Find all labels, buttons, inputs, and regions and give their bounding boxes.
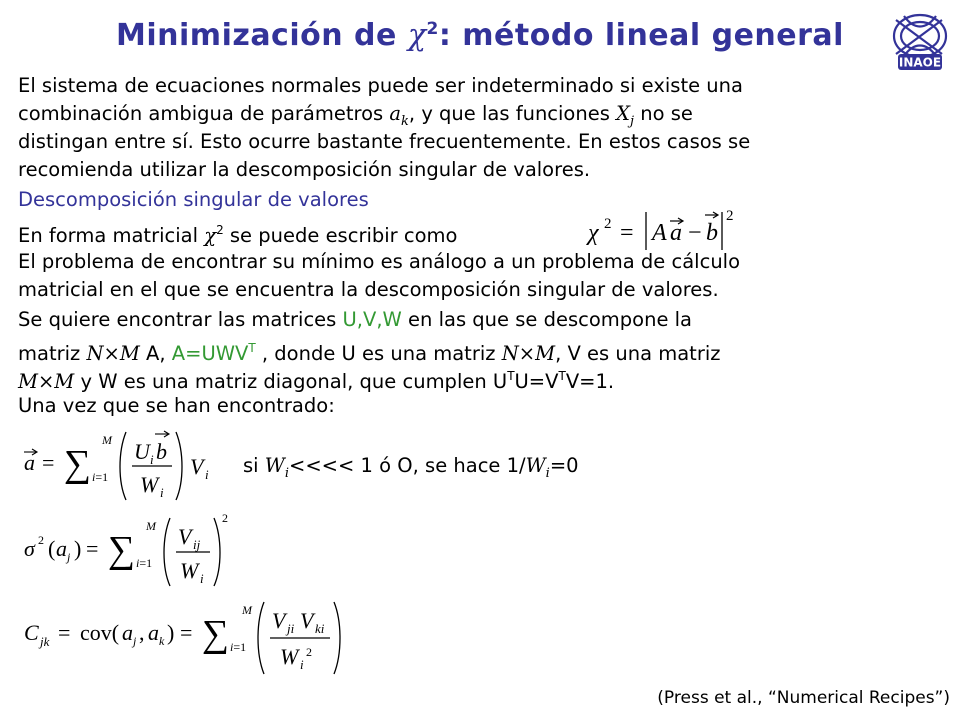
paragraph1-line1 xyxy=(18,72,743,100)
p2-l2-text: matricial en el que se encuentra la descomposición singular de valores. xyxy=(18,278,719,301)
svg-text:j: j xyxy=(133,634,137,648)
svg-text:i=1: i=1 xyxy=(92,470,109,484)
condition-w-sub: i xyxy=(284,466,289,481)
paragraph1-line4 xyxy=(18,156,590,184)
p3-l2-text-c: , donde U es una matriz xyxy=(255,342,502,365)
matrix-form-line xyxy=(18,216,457,250)
citation xyxy=(657,688,950,708)
svg-text:W: W xyxy=(140,472,159,497)
condition-line xyxy=(243,452,579,488)
svg-text:U: U xyxy=(134,439,150,464)
condition-middle: <<<< 1 ó O, se hace 1/ xyxy=(289,454,526,477)
svg-text:ki: ki xyxy=(315,621,325,636)
title-prefix: Minimización de xyxy=(116,18,408,53)
condition-prefix: si xyxy=(243,454,265,477)
logo-text: INAOE xyxy=(898,55,942,70)
title-exponent: 2 xyxy=(426,19,439,39)
variance-formula xyxy=(22,512,232,590)
p1-l4-text: recomienda utilizar la descomposición singular de valores. xyxy=(18,158,591,181)
matrix-form-prefix: En forma matricial xyxy=(18,224,205,247)
svg-text:a: a xyxy=(56,536,67,561)
svg-text:i=1: i=1 xyxy=(230,640,247,654)
svg-text:a: a xyxy=(148,620,159,645)
svg-text:σ: σ xyxy=(24,536,35,561)
dimension-mxm: M×M xyxy=(18,370,75,393)
paragraph3-line3 xyxy=(18,362,614,396)
p1-l2-text-c: no se xyxy=(634,102,693,125)
svg-text:W: W xyxy=(180,558,199,583)
svg-text:W: W xyxy=(280,644,299,669)
svg-text:−: − xyxy=(688,220,702,246)
paragraph2-line1 xyxy=(18,248,740,276)
svg-text:b: b xyxy=(706,220,718,246)
p3-l2-text-a: matriz xyxy=(18,342,87,365)
dimension-nxm-2: N×M xyxy=(501,342,556,365)
p1-l2-text-a: combinación ambigua de parámetros xyxy=(18,102,390,125)
matrix-form-suffix: se puede escribir como xyxy=(223,224,458,247)
svg-text:V: V xyxy=(190,454,204,479)
p1-l2-text-b: , y que las funciones xyxy=(408,102,617,125)
subheading-text: Descomposición singular de valores xyxy=(18,188,369,211)
transpose-sup-2: T xyxy=(558,369,566,383)
citation-text: (Press et al., “Numerical Recipes”) xyxy=(657,688,950,708)
p3-l3-text-c: V=1. xyxy=(565,370,615,393)
p2-l1-text: El problema de encontrar su mínimo es análogo a un problema de cálculo xyxy=(18,250,741,273)
func-x-var: X xyxy=(616,102,630,125)
inaoe-logo xyxy=(884,10,956,74)
svg-text:i: i xyxy=(150,452,154,467)
svg-text:A: A xyxy=(652,220,667,246)
param-a-sub: k xyxy=(401,114,409,129)
svg-text:i: i xyxy=(205,467,209,482)
svg-text:=: = xyxy=(620,220,634,246)
svg-text:2: 2 xyxy=(222,511,228,525)
found-line-text: Una vez que se han encontrado: xyxy=(18,394,335,417)
p3-l2-text-b: A, xyxy=(139,342,172,365)
svg-text:(: ( xyxy=(48,536,56,561)
svg-text:a: a xyxy=(670,220,682,246)
subheading xyxy=(18,186,369,214)
matrix-form-chi: χ xyxy=(204,224,217,247)
p1-l3-text: distingan entre sí. Esto ocurre bastante frecuentemente. En estos casos se xyxy=(18,130,751,153)
svg-text:ij: ij xyxy=(193,537,201,552)
svg-text:i: i xyxy=(200,571,204,586)
svg-text:jk: jk xyxy=(40,634,50,649)
svg-text:V: V xyxy=(300,608,314,633)
svg-text:2: 2 xyxy=(604,216,612,232)
found-line xyxy=(18,392,335,420)
p3-l2-text-d: , V es una matriz xyxy=(555,342,721,365)
condition-w-var-2: W xyxy=(525,454,546,477)
svg-text:2: 2 xyxy=(726,208,734,224)
p3-l1-text-b: en las que se descompone la xyxy=(401,308,693,331)
dimension-nxm: N×M xyxy=(86,342,140,365)
svg-text:2: 2 xyxy=(38,533,44,547)
svg-text:V: V xyxy=(272,608,286,633)
parameter-vector-formula xyxy=(22,426,222,504)
svg-text:b: b xyxy=(156,439,167,464)
condition-w-var: W xyxy=(264,454,285,477)
transpose-sup-1: T xyxy=(507,369,515,383)
svg-text:k: k xyxy=(159,634,165,648)
svg-text:M: M xyxy=(102,433,112,447)
svg-text:ji: ji xyxy=(287,621,295,636)
svg-text:cov(: cov( xyxy=(80,620,120,645)
condition-w-sub-2: i xyxy=(545,466,550,481)
svg-text:∑: ∑ xyxy=(202,613,230,655)
svg-text:): ) xyxy=(167,620,175,645)
svg-text:i=1: i=1 xyxy=(136,556,153,570)
p3-l1-text-a: Se quiere encontrar las matrices xyxy=(18,308,343,331)
svg-text:2: 2 xyxy=(306,645,312,659)
slide-title xyxy=(60,18,900,53)
paragraph2-line2 xyxy=(18,276,719,304)
condition-suffix: =0 xyxy=(549,454,579,477)
svg-text:i: i xyxy=(300,657,304,672)
svg-text:j: j xyxy=(67,550,71,564)
paragraph1-line3 xyxy=(18,128,750,156)
svg-text:χ: χ xyxy=(588,220,599,246)
paragraph3-line1 xyxy=(18,306,692,334)
p3-l3-text-a: y W es una matriz diagonal, que cumplen U xyxy=(74,370,508,393)
svg-text:∑: ∑ xyxy=(64,443,92,485)
title-suffix: : método lineal general xyxy=(438,18,844,53)
svg-text:V: V xyxy=(178,524,192,549)
svd-equation-highlight: A=UWV xyxy=(171,342,249,365)
svg-text:a: a xyxy=(24,450,35,475)
svg-text:M: M xyxy=(242,603,252,617)
chi-squared-formula xyxy=(584,204,754,254)
svg-text:): ) xyxy=(74,536,82,561)
p1-l1-text: El sistema de ecuaciones normales puede ser indeterminado si existe una xyxy=(18,74,743,97)
svg-text:i: i xyxy=(160,485,164,500)
svg-text:C: C xyxy=(24,620,39,645)
matrix-form-exponent: 2 xyxy=(216,223,224,237)
func-x-sub: j xyxy=(629,114,635,129)
svg-text:=: = xyxy=(86,536,99,561)
svg-text:M: M xyxy=(146,519,156,533)
svg-text:∑: ∑ xyxy=(108,529,136,571)
svg-text:=: = xyxy=(58,620,71,645)
title-chi-symbol: χ xyxy=(407,18,427,53)
svg-text:=: = xyxy=(180,620,193,645)
param-a-var: a xyxy=(389,102,402,125)
svg-text:,: , xyxy=(139,620,145,645)
covariance-formula xyxy=(22,598,342,678)
svd-transpose-sup: T xyxy=(248,341,256,355)
svg-text:a: a xyxy=(122,620,133,645)
matrices-uvw-highlight: U,V,W xyxy=(342,308,402,331)
svg-text:=: = xyxy=(42,450,55,475)
p3-l3-text-b: U=V xyxy=(514,370,559,393)
